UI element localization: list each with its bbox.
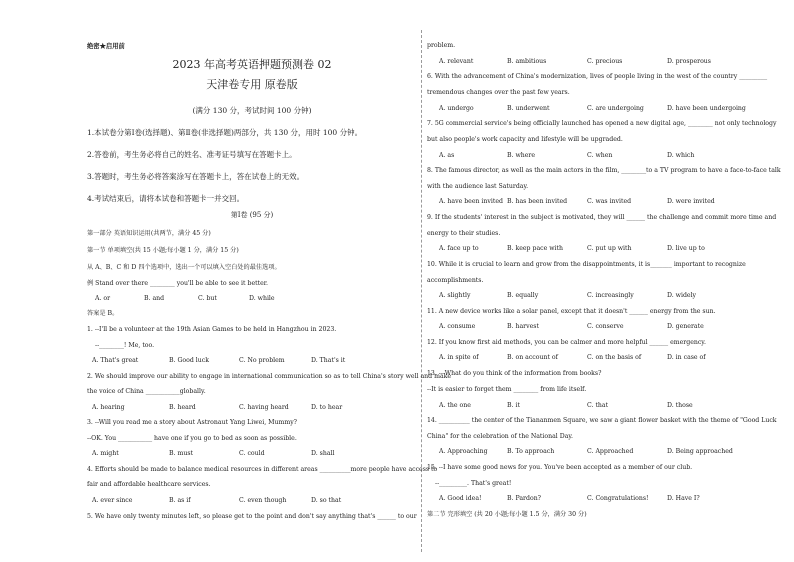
option: D. have been undergoing bbox=[667, 105, 746, 112]
example-question: 例 Stand over there ________ you'll be able to see it better. bbox=[87, 280, 268, 287]
option: C. increasingly bbox=[587, 292, 634, 299]
example-answer: 答案是 B。 bbox=[87, 310, 119, 317]
option: B. Good luck bbox=[169, 357, 209, 364]
question-1: 1. --I'll be a volunteer at the 19th Asian Games to be held in Hangzhou in 2023. bbox=[87, 326, 337, 333]
option: C. was invited bbox=[587, 198, 632, 205]
option: A. face up to bbox=[439, 245, 479, 252]
question-2: 2. We should improve our ability to engage in international communication so as to tell China's story well and make bbox=[87, 373, 452, 380]
option: B. and bbox=[144, 295, 165, 302]
option: C. precious bbox=[587, 58, 623, 65]
instruction-2: 2.答卷前，考生务必将自己的姓名、准考证号填写在答题卡上。 bbox=[87, 150, 297, 159]
cloze-section-heading: 第二节 完形填空 (共 20 小题;每小题 1.5 分，满分 30 分) bbox=[427, 511, 587, 518]
question-5-cont: problem. bbox=[427, 42, 456, 49]
question-9-cont: energy to their studies. bbox=[427, 230, 501, 237]
question-7-cont: but also people's work capacity and lifestyle will be upgraded. bbox=[427, 136, 623, 143]
option: A. Good idea! bbox=[439, 495, 482, 502]
option: D. to hear bbox=[311, 404, 343, 411]
question-13-reply: --It is easier to forget them ________ from life itself. bbox=[427, 386, 587, 393]
option: C. Congratulations! bbox=[587, 495, 649, 502]
part1-title: 第Ⅰ卷 (95 分) bbox=[230, 211, 274, 219]
secret-label: 绝密★启用前 bbox=[87, 43, 125, 50]
instruction-3: 3.答题时，考生务必将答案涂写在答题卡上，答在试卷上的无效。 bbox=[87, 172, 305, 181]
option: A. consume bbox=[439, 323, 476, 330]
option: A. ever since bbox=[92, 497, 133, 504]
option: B. as if bbox=[169, 497, 191, 504]
option: B. it bbox=[507, 402, 520, 409]
option: D. so that bbox=[311, 497, 342, 504]
option: A. might bbox=[92, 450, 119, 457]
option: C. even though bbox=[239, 497, 287, 504]
question-14: 14. __________ the center of the Tiananmen Square, we saw a giant flower basket with the theme of "Good Luck bbox=[427, 417, 777, 424]
question-10: 10. While it is crucial to learn and grow from the disappointments, it is_______ important to recognize bbox=[427, 261, 746, 268]
subsection-heading: 第一节 单项填空(共 15 小题;每小题 1 分，满分 15 分) bbox=[87, 247, 239, 254]
section-heading: 第一部分 英语知识运用(共两节，满分 45 分) bbox=[87, 230, 211, 237]
option: A. in spite of bbox=[439, 354, 479, 361]
question-10-cont: accomplishments. bbox=[427, 277, 484, 284]
option: A. the one bbox=[439, 402, 471, 409]
question-7: 7. 5G commercial service's being officially launched has opened a new digital age, ________ not only technology bbox=[427, 120, 777, 127]
question-9: 9. If the students' interest in the subject is motivated, they will ______ the challenge and commit more time and bbox=[427, 214, 777, 221]
question-8-cont: with the audience last Saturday. bbox=[427, 183, 529, 190]
option: A. That's great bbox=[92, 357, 139, 364]
option: B. equally bbox=[507, 292, 539, 299]
option: A. Approaching bbox=[439, 448, 488, 455]
option: B. ambitious bbox=[507, 58, 547, 65]
option: D. shall bbox=[311, 450, 335, 457]
option: C. Approached bbox=[587, 448, 634, 455]
option: C. put up with bbox=[587, 245, 632, 252]
option: C. conserve bbox=[587, 323, 624, 330]
option: D. while bbox=[249, 295, 275, 302]
exam-subtitle: 天津卷专用 原卷版 bbox=[206, 78, 298, 91]
option: B. To approach bbox=[507, 448, 555, 455]
question-14-cont: China" for the celebration of the National Day. bbox=[427, 433, 574, 440]
question-4: 4. Efforts should be made to balance medical resources in different areas __________more people have access to bbox=[87, 466, 438, 473]
option: D. Have I? bbox=[667, 495, 700, 502]
question-2-cont: the voice of China ___________globally. bbox=[87, 388, 206, 395]
option: B. must bbox=[169, 450, 193, 457]
option: B. Pardon? bbox=[507, 495, 542, 502]
option: A. relevant bbox=[439, 58, 474, 65]
question-6: 6. With the advancement of China's modernization, lives of people living in the west of the country _________ bbox=[427, 73, 768, 80]
option: D. live up to bbox=[667, 245, 705, 252]
option: D. Being approached bbox=[667, 448, 733, 455]
question-3-reply: --OK. You ___________ have one if you go to bed as soon as possible. bbox=[87, 435, 297, 442]
option: C. having heard bbox=[239, 404, 289, 411]
option: D. which bbox=[667, 152, 695, 159]
question-1-reply: --________! Me, too. bbox=[95, 342, 155, 349]
option: D. widely bbox=[667, 292, 697, 299]
option: B. where bbox=[507, 152, 536, 159]
question-3: 3. --Will you read me a story about Astronaut Yang Liwei, Mummy? bbox=[87, 419, 298, 426]
option: A. undergo bbox=[439, 105, 474, 112]
question-8: 8. The famous director, as well as the main actors in the film, ________to a TV program to have a face-to-face talk bbox=[427, 167, 781, 174]
option: A. as bbox=[439, 152, 455, 159]
option: C. No problem bbox=[239, 357, 285, 364]
option: C. on the basis of bbox=[587, 354, 642, 361]
option: B. underwent bbox=[507, 105, 550, 112]
option: D. That's it bbox=[311, 357, 346, 364]
instruction-1: 1.本试卷分第Ⅰ卷(选择题)、第Ⅱ卷(非选择题)两部分，共 130 分，用时 100 分钟。 bbox=[87, 128, 363, 137]
question-4-cont: fair and affordable healthcare services. bbox=[87, 481, 211, 488]
option: C. when bbox=[587, 152, 613, 159]
option: C. are undergoing bbox=[587, 105, 644, 112]
option: D. in case of bbox=[667, 354, 706, 361]
question-15-reply: --_________. That's great! bbox=[435, 480, 512, 487]
right-column bbox=[427, 0, 785, 562]
option: D. were invited bbox=[667, 198, 715, 205]
question-11: 11. A new device works like a solar panel, except that it doesn't ______ energy from the sun. bbox=[427, 308, 716, 315]
option: B. keep pace with bbox=[507, 245, 563, 252]
score-info: (满分 130 分，考试时间 100 分钟) bbox=[192, 106, 312, 115]
question-6-cont: tremendous changes over the past few years. bbox=[427, 89, 570, 96]
option: B. on account of bbox=[507, 354, 558, 361]
option: B. heard bbox=[169, 404, 196, 411]
option: A. or bbox=[95, 295, 111, 302]
option: C. could bbox=[239, 450, 265, 457]
option: A. have been invited bbox=[439, 198, 503, 205]
option: D. those bbox=[667, 402, 693, 409]
question-12: 12. If you know first aid methods, you can be calmer and more helpful ______ emergency. bbox=[427, 339, 706, 346]
option: D. prosperous bbox=[667, 58, 711, 65]
option: A. slightly bbox=[439, 292, 471, 299]
directions: 从 A、B、C 和 D 四个选项中，选出一个可以填入空白处的最佳选项。 bbox=[87, 264, 281, 271]
question-13: 13. ---What do you think of the information from books? bbox=[427, 370, 602, 377]
option: B. has been invited bbox=[507, 198, 568, 205]
option: D. generate bbox=[667, 323, 704, 330]
option: A. hearing bbox=[92, 404, 125, 411]
option: C. that bbox=[587, 402, 609, 409]
question-15: 15. --I have some good news for you. You've been accepted as a member of our club. bbox=[427, 464, 693, 471]
option: B. harvest bbox=[507, 323, 539, 330]
question-5: 5. We have only twenty minutes left, so please get to the point and don't say anything that's ______ to our bbox=[87, 513, 417, 520]
instruction-4: 4.考试结束后，请将本试卷和答题卡一并交回。 bbox=[87, 194, 245, 203]
exam-title: 2023 年高考英语押题预测卷 02 bbox=[172, 58, 332, 71]
option: C. but bbox=[198, 295, 217, 302]
